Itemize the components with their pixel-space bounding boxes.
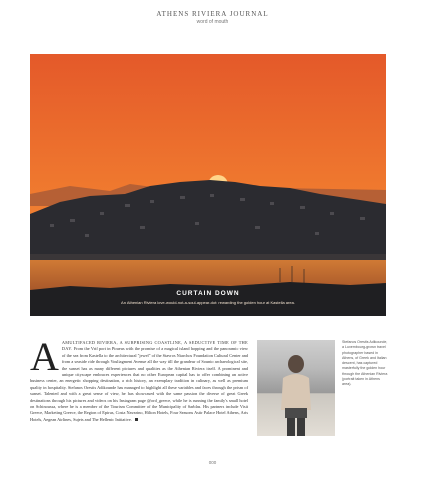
- photographer-portrait: [257, 340, 335, 436]
- masthead-subtitle: word of mouth: [196, 19, 229, 25]
- masthead: [0, 10, 425, 25]
- masthead-title: ATHENS RIVIERA JOURNAL: [156, 10, 269, 18]
- sunset-photo-image: [30, 54, 386, 316]
- photographer-bio: Stefanos Orestis Adikounde, a Luxembourg-grown travel photographer based in Athens, of Greek and Italian descent, has captured masterfully the golden hour through the Athenian Riviera (portrait taken in Athens area).: [342, 340, 388, 387]
- caption-text: An Athenian Riviera love-would-not-a-soul-appear-dot: rewarding the golden hour at Kastella area.: [121, 300, 295, 305]
- end-mark-icon: [135, 418, 138, 421]
- foreground-shore: [30, 282, 386, 316]
- page-number: 000: [208, 460, 217, 465]
- portrait-image: [257, 340, 335, 436]
- article-lead: AMULTIFACED RIVIERA, A SURPRISING COASTLINE, A SEDUCTIVE TIME OF THE DAY.: [61, 340, 248, 352]
- drop-cap: A: [30, 334, 59, 379]
- article-body: [30, 334, 248, 423]
- caption-title: CURTAIN DOWN: [176, 290, 240, 297]
- sunset-photo: [30, 54, 386, 316]
- article-text: From the Vrif port in Piraeus with the promise of a magical island hopping and the panoramic view of the sea from Kastella to the architectural "jewel" of the Stavros Niarchos Foundation Cultural Center and from a seaside ride through Vouliagmeni Avenue all the way till the grandeur of Sounio archaeological site, the sunset has as many different pictures and qualities as the Athenian Riviera itself. A prominent and unique cityscape embraces experiences that no other European capital has to offer combining an active business center, an energetic shopping destination, a rich history, an exemplary tradition in culinary, as well as premium quality in hospitality. Stefanos Orestis Adikounde has managed to highlight all these variables and faces through the prism of sunset. Talented and with a great sense of view, he has showcased with the same passion the diverse of great Greek destinations through his pictures and videos on his Instagram page @ord_greece, while he is running the family's small hotel on Schinoussa, where he is a member of the Tourism Committee of the Municipality of Sarblas. His partners include Visit Greece, Marketing Greece, the Region of Epirus, Costa Navarino, Hilton Hotels, Four Seasons Astir Palace Hotel Athens, Aris Hotels, Aegean Airlines, Sujets and The Hellenic Initiative.: [30, 346, 248, 422]
